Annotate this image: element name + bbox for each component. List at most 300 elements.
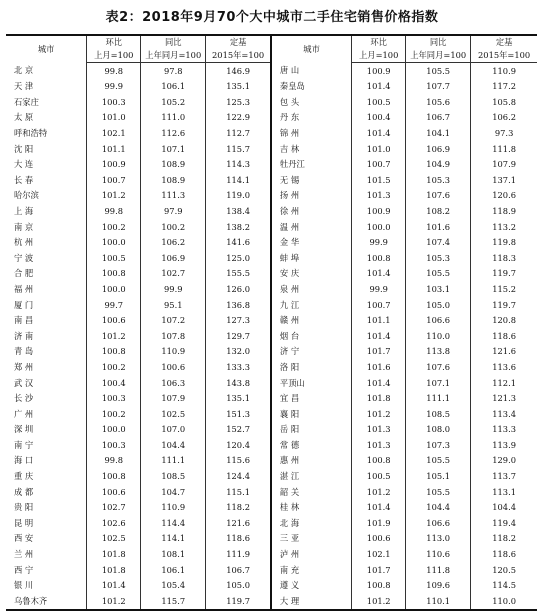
cell-base-right: 120.6 (471, 188, 537, 204)
cell-base-left: 112.7 (206, 125, 271, 141)
cell-mom-right: 100.8 (352, 578, 406, 594)
cell-yoy-left: 106.1 (141, 562, 206, 578)
cell-mom-right: 99.9 (352, 235, 406, 251)
cell-base-right: 119.8 (471, 235, 537, 251)
cell-mom-left: 99.9 (87, 79, 141, 95)
cell-base-right: 113.7 (471, 468, 537, 484)
cell-city-left: 北 京 (14, 65, 34, 76)
cell-base-right: 117.2 (471, 79, 537, 95)
cell-yoy-left: 107.9 (141, 390, 206, 406)
cell-mom-left: 100.8 (87, 344, 141, 360)
table-row (6, 437, 537, 453)
table-row (6, 344, 537, 360)
cell-base-left: 126.0 (206, 281, 271, 297)
cell-base-left: 122.9 (206, 110, 271, 126)
cell-mom-right: 101.4 (352, 79, 406, 95)
cell-base-right: 104.4 (471, 500, 537, 516)
header-mom-left: 环比 (87, 35, 141, 49)
cell-mom-right: 101.4 (352, 328, 406, 344)
cell-city-left: 成 都 (14, 486, 34, 497)
cell-base-left: 114.1 (206, 172, 271, 188)
cell-city-left: 太 原 (14, 112, 34, 123)
cell-city-right: 无 锡 (271, 172, 352, 188)
cell-base-right: 113.6 (471, 359, 537, 375)
cell-base-left: 119.7 (206, 593, 271, 610)
cell-mom-right: 100.8 (352, 250, 406, 266)
table-row (6, 157, 537, 173)
cell-city-left: 南 昌 (14, 315, 34, 326)
price-index-table (6, 34, 537, 611)
cell-mom-right: 101.6 (352, 359, 406, 375)
cell-city-right: 唐 山 (271, 63, 352, 79)
cell-city-right: 湛 江 (271, 468, 352, 484)
cell-base-left: 146.9 (206, 63, 271, 79)
cell-yoy-right: 113.8 (406, 344, 471, 360)
cell-yoy-left: 115.7 (141, 593, 206, 610)
cell-city-left: 济 南 (14, 330, 34, 341)
cell-yoy-right: 107.6 (406, 188, 471, 204)
cell-city-right: 赣 州 (271, 313, 352, 329)
cell-city-left: 郑 州 (14, 361, 34, 372)
cell-city-left: 大 连 (14, 159, 34, 170)
cell-mom-right: 100.5 (352, 468, 406, 484)
subheader-yoy-right: 上年同月=100 (406, 49, 471, 63)
cell-mom-left: 101.0 (87, 110, 141, 126)
cell-base-left: 115.6 (206, 453, 271, 469)
cell-city-left: 西 安 (14, 533, 34, 544)
cell-city-left: 杭 州 (14, 237, 34, 248)
cell-mom-right: 101.9 (352, 515, 406, 531)
cell-yoy-right: 106.6 (406, 313, 471, 329)
cell-base-right: 105.8 (471, 94, 537, 110)
cell-base-left: 115.1 (206, 484, 271, 500)
cell-mom-left: 102.1 (87, 125, 141, 141)
cell-yoy-right: 105.1 (406, 468, 471, 484)
cell-mom-right: 101.3 (352, 437, 406, 453)
cell-yoy-right: 101.6 (406, 219, 471, 235)
cell-base-right: 97.3 (471, 125, 537, 141)
subheader-mom-left: 上月=100 (87, 49, 141, 63)
cell-base-left: 119.0 (206, 188, 271, 204)
cell-base-right: 119.7 (471, 297, 537, 313)
cell-city-right: 襄 阳 (271, 406, 352, 422)
table-row (6, 422, 537, 438)
table-row (6, 79, 537, 95)
cell-yoy-right: 104.4 (406, 500, 471, 516)
cell-yoy-right: 105.5 (406, 453, 471, 469)
table-title: 表2：2018年9月70个大中城市二手住宅销售价格指数 (105, 10, 439, 25)
cell-yoy-left: 110.9 (141, 500, 206, 516)
cell-base-right: 106.2 (471, 110, 537, 126)
cell-base-right: 115.2 (471, 281, 537, 297)
cell-yoy-right: 105.5 (406, 63, 471, 79)
cell-base-left: 132.0 (206, 344, 271, 360)
cell-base-right: 120.5 (471, 562, 537, 578)
cell-city-left: 银 川 (14, 580, 34, 591)
cell-mom-left: 101.4 (87, 578, 141, 594)
cell-base-left: 114.3 (206, 157, 271, 173)
cell-base-left: 151.3 (206, 406, 271, 422)
cell-yoy-right: 105.0 (406, 297, 471, 313)
cell-yoy-left: 107.8 (141, 328, 206, 344)
cell-city-right: 岳 阳 (271, 422, 352, 438)
cell-base-left: 133.3 (206, 359, 271, 375)
cell-base-right: 119.4 (471, 515, 537, 531)
cell-city-left: 厦 门 (14, 299, 34, 310)
cell-city-right: 泉 州 (271, 281, 352, 297)
cell-mom-right: 101.7 (352, 344, 406, 360)
cell-city-right: 韶 关 (271, 484, 352, 500)
cell-city-right: 吉 林 (271, 141, 352, 157)
cell-city-left: 福 州 (14, 283, 34, 294)
cell-base-left: 118.2 (206, 500, 271, 516)
cell-mom-left: 101.1 (87, 141, 141, 157)
cell-yoy-left: 107.2 (141, 313, 206, 329)
table-row (6, 125, 537, 141)
cell-yoy-right: 106.6 (406, 515, 471, 531)
cell-yoy-right: 109.6 (406, 578, 471, 594)
subheader-mom-right: 上月=100 (352, 49, 406, 63)
cell-mom-right: 100.5 (352, 94, 406, 110)
cell-base-right: 119.7 (471, 266, 537, 282)
cell-base-right: 110.9 (471, 63, 537, 79)
cell-mom-left: 100.0 (87, 235, 141, 251)
cell-mom-right: 99.9 (352, 281, 406, 297)
cell-base-left: 138.4 (206, 203, 271, 219)
cell-base-left: 125.3 (206, 94, 271, 110)
cell-mom-right: 100.9 (352, 203, 406, 219)
cell-mom-right: 100.8 (352, 453, 406, 469)
cell-mom-right: 101.0 (352, 141, 406, 157)
cell-mom-right: 100.6 (352, 531, 406, 547)
cell-city-left: 兰 州 (14, 549, 34, 560)
cell-base-right: 120.8 (471, 313, 537, 329)
subheader-yoy-left: 上年同月=100 (141, 49, 206, 63)
cell-city-right: 宜 昌 (271, 390, 352, 406)
cell-mom-left: 100.0 (87, 422, 141, 438)
cell-city-right: 泸 州 (271, 546, 352, 562)
cell-city-right: 遵 义 (271, 578, 352, 594)
cell-mom-left: 100.2 (87, 406, 141, 422)
cell-yoy-left: 100.6 (141, 359, 206, 375)
table-row (6, 578, 537, 594)
cell-base-left: 118.6 (206, 531, 271, 547)
cell-yoy-left: 104.7 (141, 484, 206, 500)
table-row (6, 281, 537, 297)
cell-yoy-right: 107.7 (406, 79, 471, 95)
cell-mom-right: 101.4 (352, 266, 406, 282)
cell-mom-left: 102.6 (87, 515, 141, 531)
cell-yoy-right: 104.1 (406, 125, 471, 141)
cell-base-right: 118.6 (471, 546, 537, 562)
table-row (6, 203, 537, 219)
cell-yoy-left: 106.2 (141, 235, 206, 251)
cell-base-right: 137.1 (471, 172, 537, 188)
cell-mom-left: 100.3 (87, 94, 141, 110)
table-row (6, 235, 537, 251)
cell-mom-left: 100.6 (87, 484, 141, 500)
table-row (6, 390, 537, 406)
cell-yoy-right: 110.0 (406, 328, 471, 344)
cell-yoy-right: 105.6 (406, 94, 471, 110)
cell-mom-right: 100.7 (352, 297, 406, 313)
cell-yoy-right: 113.0 (406, 531, 471, 547)
cell-yoy-right: 110.1 (406, 593, 471, 610)
cell-mom-right: 101.3 (352, 422, 406, 438)
cell-city-right: 牡丹江 (271, 157, 352, 173)
cell-base-left: 124.4 (206, 468, 271, 484)
cell-yoy-right: 111.1 (406, 390, 471, 406)
cell-mom-left: 100.2 (87, 359, 141, 375)
table-row (6, 266, 537, 282)
cell-city-right: 九 江 (271, 297, 352, 313)
cell-yoy-right: 105.5 (406, 266, 471, 282)
table-row (6, 328, 537, 344)
cell-city-left: 贵 阳 (14, 502, 34, 513)
cell-base-left: 105.0 (206, 578, 271, 594)
cell-city-left: 南 京 (14, 221, 34, 232)
cell-city-left: 昆 明 (14, 517, 34, 528)
cell-yoy-left: 106.1 (141, 79, 206, 95)
cell-city-left: 沈 阳 (14, 143, 34, 154)
cell-yoy-left: 111.0 (141, 110, 206, 126)
cell-yoy-right: 110.6 (406, 546, 471, 562)
cell-mom-right: 101.2 (352, 484, 406, 500)
cell-mom-left: 100.9 (87, 157, 141, 173)
cell-mom-left: 100.2 (87, 219, 141, 235)
cell-mom-right: 100.7 (352, 157, 406, 173)
cell-yoy-right: 105.5 (406, 484, 471, 500)
cell-mom-left: 102.7 (87, 500, 141, 516)
cell-base-left: 136.8 (206, 297, 271, 313)
cell-city-right: 桂 林 (271, 500, 352, 516)
cell-base-left: 143.8 (206, 375, 271, 391)
table-row (6, 453, 537, 469)
cell-city-left: 南 宁 (14, 439, 34, 450)
cell-base-left: 141.6 (206, 235, 271, 251)
cell-mom-left: 100.5 (87, 250, 141, 266)
header-yoy-right: 同比 (406, 35, 471, 49)
table-row (6, 531, 537, 547)
cell-mom-left: 100.0 (87, 281, 141, 297)
cell-yoy-left: 106.9 (141, 250, 206, 266)
table-row (6, 546, 537, 562)
table-row (6, 359, 537, 375)
table-row (6, 375, 537, 391)
cell-base-left: 115.7 (206, 141, 271, 157)
cell-city-left: 乌鲁木齐 (6, 593, 87, 610)
cell-yoy-left: 100.2 (141, 219, 206, 235)
cell-yoy-left: 105.2 (141, 94, 206, 110)
cell-city-left: 西 宁 (14, 564, 34, 575)
cell-base-left: 135.1 (206, 390, 271, 406)
table-row (6, 468, 537, 484)
cell-city-right: 秦皇岛 (271, 79, 352, 95)
cell-base-right: 112.1 (471, 375, 537, 391)
cell-base-left: 121.6 (206, 515, 271, 531)
cell-yoy-left: 108.9 (141, 157, 206, 173)
cell-base-right: 118.6 (471, 328, 537, 344)
cell-base-left: 125.0 (206, 250, 271, 266)
cell-yoy-left: 105.4 (141, 578, 206, 594)
cell-mom-right: 101.4 (352, 500, 406, 516)
cell-mom-right: 101.4 (352, 125, 406, 141)
table-row (6, 188, 537, 204)
table-row (6, 297, 537, 313)
cell-base-right: 118.2 (471, 531, 537, 547)
table-row (6, 110, 537, 126)
cell-base-right: 113.4 (471, 406, 537, 422)
cell-city-right: 烟 台 (271, 328, 352, 344)
cell-yoy-left: 104.4 (141, 437, 206, 453)
cell-city-left: 重 庆 (14, 471, 34, 482)
cell-yoy-right: 106.7 (406, 110, 471, 126)
cell-yoy-left: 102.5 (141, 406, 206, 422)
cell-yoy-right: 106.9 (406, 141, 471, 157)
cell-city-left: 长 春 (14, 174, 34, 185)
cell-base-left: 129.7 (206, 328, 271, 344)
table-row (6, 500, 537, 516)
cell-yoy-left: 110.9 (141, 344, 206, 360)
cell-base-left: 111.9 (206, 546, 271, 562)
cell-base-right: 107.9 (471, 157, 537, 173)
cell-mom-left: 100.3 (87, 390, 141, 406)
cell-mom-left: 101.8 (87, 562, 141, 578)
cell-mom-left: 100.7 (87, 172, 141, 188)
cell-city-left: 上 海 (14, 205, 34, 216)
cell-yoy-left: 106.3 (141, 375, 206, 391)
cell-mom-left: 99.7 (87, 297, 141, 313)
cell-yoy-left: 114.4 (141, 515, 206, 531)
cell-yoy-left: 112.6 (141, 125, 206, 141)
cell-yoy-right: 105.3 (406, 250, 471, 266)
cell-mom-right: 101.2 (352, 593, 406, 610)
cell-mom-right: 100.4 (352, 110, 406, 126)
cell-yoy-right: 103.1 (406, 281, 471, 297)
cell-city-left: 武 汉 (14, 377, 34, 388)
cell-city-left: 广 州 (14, 408, 34, 419)
subheader-base-left: 2015年=100 (206, 49, 271, 63)
table-row (6, 406, 537, 422)
cell-mom-left: 99.8 (87, 203, 141, 219)
cell-mom-left: 101.2 (87, 593, 141, 610)
cell-yoy-left: 102.7 (141, 266, 206, 282)
header-base-left: 定基 (206, 35, 271, 49)
header-mom-right: 环比 (352, 35, 406, 49)
cell-base-right: 110.0 (471, 593, 537, 610)
cell-base-left: 106.7 (206, 562, 271, 578)
cell-mom-right: 100.0 (352, 219, 406, 235)
cell-mom-left: 100.6 (87, 313, 141, 329)
cell-yoy-right: 108.2 (406, 203, 471, 219)
cell-mom-right: 100.9 (352, 63, 406, 79)
cell-city-left: 长 沙 (14, 393, 34, 404)
cell-mom-left: 100.8 (87, 468, 141, 484)
cell-base-right: 113.3 (471, 422, 537, 438)
cell-city-right: 安 庆 (271, 266, 352, 282)
table-row (6, 593, 537, 610)
table-row (6, 562, 537, 578)
cell-city-right: 锦 州 (271, 125, 352, 141)
cell-mom-left: 100.8 (87, 266, 141, 282)
cell-yoy-left: 108.9 (141, 172, 206, 188)
cell-yoy-left: 108.1 (141, 546, 206, 562)
cell-city-right: 蚌 埠 (271, 250, 352, 266)
cell-mom-left: 101.2 (87, 188, 141, 204)
cell-city-left: 宁 波 (14, 252, 34, 263)
cell-city-right: 温 州 (271, 219, 352, 235)
cell-base-right: 113.1 (471, 484, 537, 500)
cell-mom-right: 101.8 (352, 390, 406, 406)
cell-yoy-right: 107.4 (406, 235, 471, 251)
table-row (6, 172, 537, 188)
cell-base-right: 121.6 (471, 344, 537, 360)
cell-mom-right: 101.4 (352, 375, 406, 391)
cell-city-left: 呼和浩特 (14, 128, 48, 139)
cell-city-left: 石家庄 (14, 96, 39, 107)
cell-base-left: 120.4 (206, 437, 271, 453)
table-row (6, 94, 537, 110)
cell-city-left: 青 岛 (14, 346, 34, 357)
cell-yoy-left: 97.8 (141, 63, 206, 79)
cell-base-left: 155.5 (206, 266, 271, 282)
header-base-right: 定基 (471, 35, 537, 49)
cell-mom-right: 101.5 (352, 172, 406, 188)
cell-mom-left: 100.3 (87, 437, 141, 453)
cell-mom-right: 101.2 (352, 406, 406, 422)
cell-mom-right: 101.7 (352, 562, 406, 578)
cell-base-right: 113.2 (471, 219, 537, 235)
cell-yoy-right: 107.3 (406, 437, 471, 453)
cell-base-right: 111.8 (471, 141, 537, 157)
cell-city-left: 合 肥 (14, 268, 34, 279)
header-city-left: 城市 (6, 35, 87, 63)
cell-city-left: 深 圳 (14, 424, 34, 435)
cell-city-right: 大 理 (271, 593, 352, 610)
cell-yoy-left: 111.1 (141, 453, 206, 469)
table-row (6, 63, 537, 79)
cell-mom-right: 101.3 (352, 188, 406, 204)
cell-mom-right: 101.1 (352, 313, 406, 329)
cell-city-right: 包 头 (271, 94, 352, 110)
table-row (6, 515, 537, 531)
cell-yoy-left: 99.9 (141, 281, 206, 297)
cell-city-right: 丹 东 (271, 110, 352, 126)
cell-yoy-right: 108.0 (406, 422, 471, 438)
cell-base-right: 121.3 (471, 390, 537, 406)
table-body (6, 63, 537, 610)
cell-mom-left: 99.8 (87, 453, 141, 469)
cell-city-left: 海 口 (14, 455, 34, 466)
cell-yoy-right: 104.9 (406, 157, 471, 173)
cell-yoy-right: 107.6 (406, 359, 471, 375)
cell-base-right: 129.0 (471, 453, 537, 469)
cell-yoy-right: 111.8 (406, 562, 471, 578)
cell-city-right: 徐 州 (271, 203, 352, 219)
cell-base-left: 152.7 (206, 422, 271, 438)
cell-city-right: 惠 州 (271, 453, 352, 469)
cell-mom-left: 101.8 (87, 546, 141, 562)
cell-city-right: 洛 阳 (271, 359, 352, 375)
cell-mom-left: 102.5 (87, 531, 141, 547)
table-row (6, 484, 537, 500)
cell-mom-right: 102.1 (352, 546, 406, 562)
cell-city-right: 南 充 (271, 562, 352, 578)
cell-city-left: 哈尔滨 (14, 190, 39, 201)
cell-yoy-right: 108.5 (406, 406, 471, 422)
cell-base-left: 135.1 (206, 79, 271, 95)
cell-yoy-right: 107.1 (406, 375, 471, 391)
